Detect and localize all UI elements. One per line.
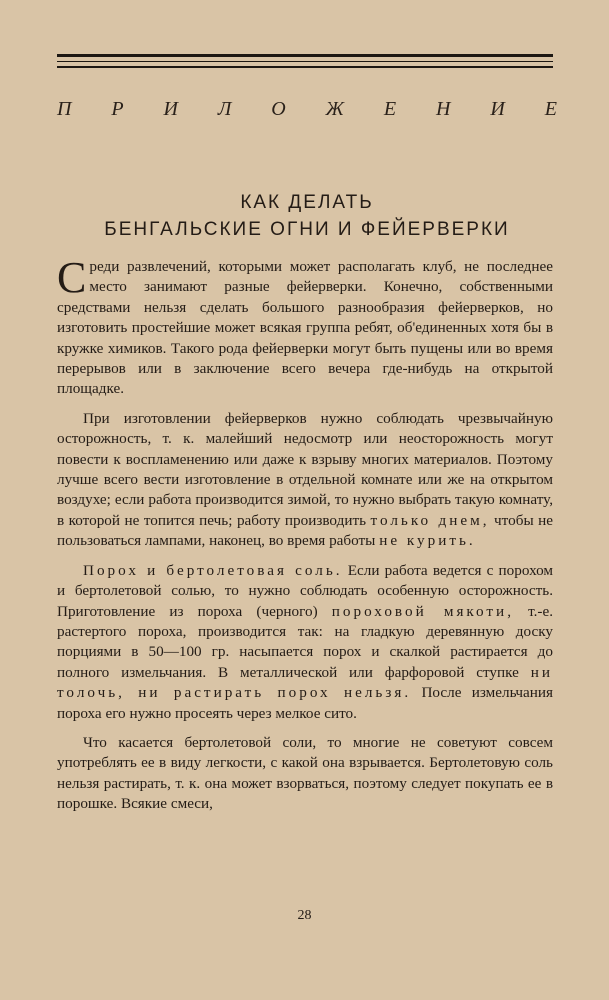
- section-letter: Е: [383, 98, 397, 120]
- section-letter: П: [57, 98, 72, 120]
- section-label: [57, 98, 557, 121]
- paragraph-3-emphasis-a: Порох и бертолетовая соль.: [83, 561, 343, 579]
- paragraph-2-text-a: При изготовлении фейерверков нужно соблюдать чрезвычайную осторожность, т. к. малейший недосмотр или неосторожность могут повести к воспламенению или даже к взрыву многих материалов. Поэтому лучше всего вести изготовление в отдельной комнате или же на открытом воздухе; если работа производится зимой, то нужно выбрать такую комнату, в которой не топится печь; работу производить: [57, 409, 553, 529]
- paragraph-3-emphasis-e: ни толочь, ни растирать порох нельзя.: [57, 663, 553, 702]
- body-text: [57, 253, 554, 824]
- paragraph-1-text: реди развлечений, которыми может располагать клуб, не последнее место занимают разные фейерверки. Конечно, собственными средствами нельзя сделать большого разнообразия фейерверков, но изготовить простейшие может всякая группа ребят, об'единенных хотя бы в кружке химиков. Такого рода фейерверки могут быть пущены или во время перерывов или в заключение всего вечера где-нибудь на открытой площадке.: [57, 258, 553, 398]
- paragraph-1: [57, 253, 553, 400]
- chapter-title-line2: БЕНГАЛЬСКИЕ ОГНИ И ФЕЙЕРВЕРКИ: [104, 219, 510, 240]
- paragraph-2-emphasis-d: не курить.: [379, 532, 476, 550]
- section-letter: Е: [544, 98, 557, 120]
- paragraph-2-text-c: чтобы не пользоваться лампами, наконец, во время работы: [57, 511, 554, 550]
- paragraph-2: [57, 409, 553, 552]
- drop-cap: С: [57, 253, 87, 302]
- section-letter: Р: [111, 98, 124, 120]
- section-letter: И: [163, 98, 178, 120]
- chapter-title-line1: КАК ДЕЛАТЬ: [240, 192, 374, 213]
- paragraph-3-text-d: т.-е. растертого пороха, производится так: на гладкую деревянную доску порциями в 50—100 гр. насыпается порох и скалкой растирается до полного измельчания. В металлической или фарфоровой ступке: [57, 602, 554, 681]
- section-letter: Л: [217, 98, 232, 120]
- section-letter: О: [271, 98, 286, 120]
- paragraph-3-text-f: После измельчания пороха его нужно просеять через мелкое сито.: [57, 684, 554, 722]
- paragraph-2-emphasis-b: только днем,: [370, 511, 490, 529]
- paragraph-3: [57, 561, 553, 724]
- header-rules: [57, 54, 553, 68]
- paragraph-4: [57, 733, 553, 815]
- paragraph-4-text: Что касается бертолетовой соли, то многие не советуют совсем употреблять ее в виду легкости, с какой она взрывается. Бертолетовую соль нельзя растирать, т. к. она может взорваться, поэтому следует покупать ее в порошке. Всякие смеси,: [57, 733, 553, 813]
- rule-mid: [57, 66, 553, 68]
- section-letter: Н: [436, 98, 451, 120]
- paragraph-3-text-b: Если работа ведется с порохом и бертолетовой солью, то нужно соблюдать особенную осторожность. Приготовление из пороха (черного): [57, 561, 553, 620]
- rule-thin: [57, 61, 553, 62]
- rule-thick: [57, 54, 553, 57]
- section-letter: И: [490, 98, 505, 120]
- section-letter: Ж: [325, 98, 344, 120]
- page-number: 28: [297, 908, 312, 923]
- paragraph-3-emphasis-c: пороховой мякоти,: [331, 602, 514, 620]
